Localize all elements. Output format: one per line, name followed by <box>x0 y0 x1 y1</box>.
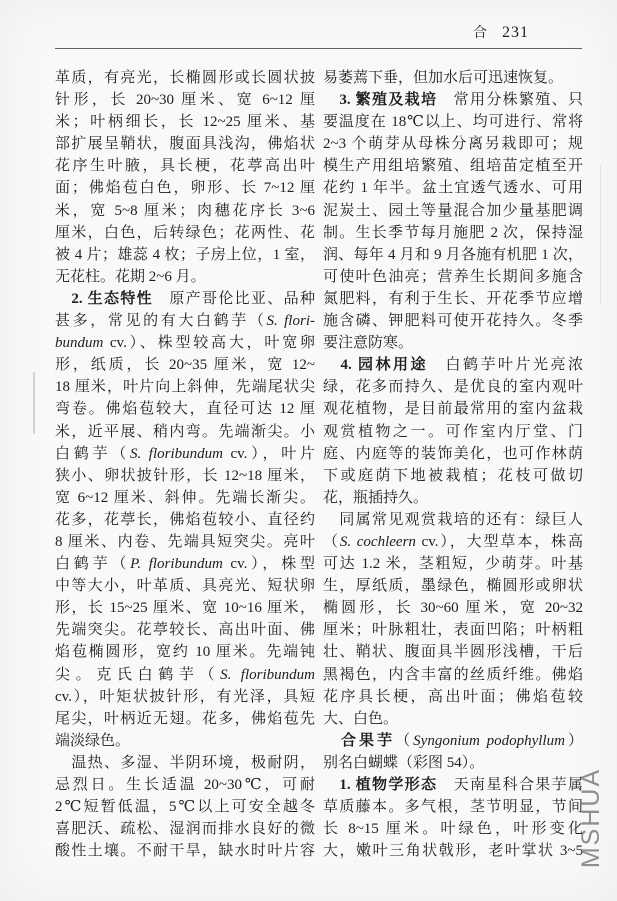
body-text: 酸性土壤。不耐干旱，缺水时叶片容 <box>55 843 315 860</box>
body-text: ） <box>564 732 583 749</box>
text-line <box>323 597 583 619</box>
body-text: 花，瓶插持久。 <box>323 489 429 506</box>
body-text: 端淡绿色。 <box>55 732 131 749</box>
body-text: 针形，长 20~30 厘米、宽 6~12 厘 <box>55 92 315 109</box>
body-text: 花序生叶腋，具长梗，花葶高出叶 <box>55 158 315 175</box>
body-text: 无花柱。花期 2~6 月。 <box>55 268 206 285</box>
body-text: 宽 6~12 厘米、斜伸。先端长渐尖。 <box>55 489 315 506</box>
text-line <box>55 619 315 641</box>
body-text: 尖。克氏白鹤芋（ <box>55 666 221 683</box>
body-text: cv.），株型 <box>222 556 316 573</box>
body-text: 弯卷。佛焰苞较大，直径可达 12 厘 <box>55 401 315 418</box>
text-line <box>323 752 583 774</box>
text-line <box>55 752 315 774</box>
text-line <box>55 708 315 730</box>
text-line <box>55 443 315 465</box>
body-text: 白鹤芋（ <box>55 445 131 462</box>
body-text: 可达 1.2 米，茎粗短，少萌芽。叶基 <box>323 556 583 573</box>
text-line <box>55 133 315 155</box>
text-line <box>55 840 315 862</box>
body-text: 被 4 片；雄蕊 4 枚；子房上位，1 室， <box>55 246 315 263</box>
text-line <box>323 553 583 575</box>
body-text: 2℃短暂低温，5℃以上可安全越冬 <box>55 799 315 816</box>
body-text: 厘米，白色，后转绿色；花两性、花 <box>55 224 315 241</box>
body-text: 形，纸质，长 20~35 厘米，宽 12~ <box>55 357 315 374</box>
text-line <box>55 575 315 597</box>
text-line <box>323 398 583 420</box>
text-line <box>323 332 583 354</box>
body-text: 焰苞椭圆形，宽约 10 厘米。先端钝 <box>55 644 315 661</box>
text-line <box>55 465 315 487</box>
body-text <box>55 291 71 307</box>
text-line <box>55 553 315 575</box>
latin-species-name: bundum <box>55 335 104 352</box>
body-text: 制。生长季节每月施肥 2 次，保持湿 <box>323 224 583 241</box>
body-text: 花序具长梗，高出叶面；佛焰苞较 <box>323 688 583 705</box>
bold-heading-text: 2. 生态特性 <box>71 290 153 307</box>
text-line <box>323 730 583 752</box>
bold-heading-text: 3. 繁殖及栽培 <box>339 92 438 109</box>
body-text: 庭、内庭等的装饰美化，也可作林荫 <box>323 445 583 462</box>
body-text: 白鹤芋（ <box>55 556 131 573</box>
body-text: 8 厘米、内卷、先端具短突尖。亮叶 <box>55 533 315 550</box>
body-text: 易萎蔫下垂，但加水后可迅速恢复。 <box>323 70 564 86</box>
watermark-text: MSHUA <box>577 767 605 869</box>
text-line <box>55 266 315 288</box>
text-line <box>55 531 315 553</box>
latin-species-name: S. floribundum <box>130 445 223 462</box>
text-line <box>55 310 315 332</box>
text-line <box>323 155 583 177</box>
body-text: 花约 1 年半。盆土宜透气透水、可用 <box>323 180 583 197</box>
body-text: 大，嫩叶三角状戟形，老叶掌状 3~5 <box>323 843 583 860</box>
text-line <box>55 111 315 133</box>
body-text: 润、每年 4 月和 9 月各施有机肥 1 次， <box>323 246 583 263</box>
header-page-number: 231 <box>502 24 529 41</box>
text-line <box>323 664 583 686</box>
text-line <box>55 641 315 663</box>
text-line <box>323 840 583 862</box>
body-text: 米；叶柄细长，长 12~25 厘米、基 <box>55 114 315 131</box>
body-text: cv.）、株型较高大，叶宽卵 <box>103 335 315 352</box>
body-text: cv.），叶片 <box>222 445 315 462</box>
body-text: 同属常见观赏栽培的还有：绿巨人 <box>323 511 583 528</box>
text-line <box>323 487 583 509</box>
text-line <box>55 288 315 310</box>
body-text: 革质，有亮光，长椭圆形或长圆状披 <box>55 70 315 86</box>
text-line <box>55 332 315 354</box>
body-text <box>323 777 339 793</box>
right-column <box>323 67 583 862</box>
body-text: 泥炭土、园土等量混合加少量基肥调 <box>323 202 583 219</box>
bold-heading-text: 1. 植物学形态 <box>339 777 438 793</box>
text-line <box>323 531 583 553</box>
body-text: 喜肥沃、疏松、湿润而排水良好的微 <box>55 821 315 838</box>
body-text: 米，近平展、稍内弯。先端渐尖。小 <box>55 423 315 440</box>
body-text: 观花植物，是目前最常用的室内盆栽 <box>323 401 583 418</box>
text-line <box>55 730 315 752</box>
body-text: 18 厘米，叶片向上斜伸，先端尾状尖 <box>55 379 315 396</box>
text-line <box>323 796 583 818</box>
text-line <box>323 177 583 199</box>
text-line <box>323 266 583 288</box>
body-text: 先端突尖。花葶较长、高出叶面、佛 <box>55 622 315 639</box>
text-line <box>323 509 583 531</box>
body-text: 2~3 个萌芽从母株分离另栽即可；规 <box>323 136 583 153</box>
body-text: 甚多，常见的有大白鹤芋（ <box>55 313 267 330</box>
text-line <box>55 244 315 266</box>
text-line <box>55 354 315 376</box>
text-line <box>323 421 583 443</box>
body-text: 椭圆形，长 30~60 厘米，宽 20~32 <box>323 600 583 617</box>
bold-heading-text: 合果芋 <box>341 732 396 749</box>
bold-heading-text: 4. 园林用途 <box>340 357 428 374</box>
text-line <box>323 67 583 89</box>
text-line <box>55 421 315 443</box>
latin-species-name: S. floribundum <box>220 666 315 683</box>
text-line <box>323 641 583 663</box>
text-line <box>323 686 583 708</box>
body-text: 别名白蝴蝶（彩图 54）。 <box>323 754 485 771</box>
body-text: 温热、多湿、半阴环境，极耐阴， <box>55 754 315 771</box>
text-line <box>55 89 315 111</box>
page-header <box>473 22 529 42</box>
body-text: 白鹤芋叶片光亮浓 <box>427 357 583 374</box>
body-text: 要注意防寒。 <box>323 335 414 352</box>
text-line <box>323 575 583 597</box>
text-line <box>323 443 583 465</box>
latin-species-name: P. floribundum <box>130 556 223 573</box>
text-line <box>55 774 315 796</box>
body-text: （ <box>323 533 340 550</box>
text-line <box>323 111 583 133</box>
body-text: 常用分株繁殖、只 <box>437 92 583 109</box>
text-line <box>55 376 315 398</box>
text-line <box>323 354 583 376</box>
text-line <box>323 288 583 310</box>
body-text <box>323 357 341 373</box>
text-line <box>323 774 583 796</box>
text-line <box>55 487 315 509</box>
header-rule <box>55 48 582 49</box>
text-line <box>55 818 315 840</box>
text-line <box>323 619 583 641</box>
text-line <box>323 708 583 730</box>
body-text: cv.），叶矩状披针形，有光泽，具短 <box>55 688 315 705</box>
text-line <box>55 67 315 89</box>
body-text: 要温度在 18℃以上、均可进行、常将 <box>323 114 583 131</box>
body-text: 米，宽 5~8 厘米；肉穗花序长 3~6 <box>55 202 315 219</box>
text-line <box>323 133 583 155</box>
left-column <box>55 67 315 862</box>
text-line <box>55 509 315 531</box>
body-text: 生，厚纸质，墨绿色，椭圆形或卵状 <box>323 578 583 595</box>
body-text: 黑褐色，内含丰富的丝质纤维。佛焰 <box>323 666 583 683</box>
text-line <box>323 200 583 222</box>
header-section-char: 合 <box>473 26 488 41</box>
text-line <box>55 177 315 199</box>
text-line <box>55 155 315 177</box>
body-text: 氮肥料，有利于生长、开花季节应增 <box>323 290 583 307</box>
text-columns <box>55 67 583 862</box>
body-text <box>323 92 339 108</box>
text-line <box>323 818 583 840</box>
body-text: cv.），大型草本，株高 <box>415 533 583 550</box>
text-line <box>55 686 315 708</box>
body-text: 狭小、卵状披针形，长 12~18 厘米， <box>55 467 315 484</box>
body-text: 施含磷、钾肥料可使开花持久。冬季 <box>323 313 583 330</box>
body-text: 壮、鞘状、腹面具半圆形浅槽，干后 <box>323 644 583 661</box>
body-text: 原产哥伦比亚、品种 <box>153 290 315 307</box>
text-line <box>55 398 315 420</box>
text-line <box>323 89 583 111</box>
body-text: 下或庭荫下地被栽植；花枝可做切 <box>323 467 583 484</box>
body-text: 部扩展呈鞘状，腹面具浅沟，佛焰状 <box>55 136 315 153</box>
body-text: 绿，花多而持久、是优良的室内观叶 <box>323 379 583 396</box>
body-text: 天南星科合果芋属 <box>437 777 583 793</box>
body-text: 模生产用组培繁殖、组培苗定植至开 <box>323 158 583 175</box>
text-line <box>323 465 583 487</box>
text-line <box>323 222 583 244</box>
scan-artifact-right-margin <box>600 165 601 305</box>
latin-species-name: S. flori- <box>266 313 315 330</box>
text-line <box>55 664 315 686</box>
body-text: 花多，花葶长，佛焰苞较小、直径约 <box>55 511 315 528</box>
text-line <box>55 796 315 818</box>
body-text: 中等大小，叶革质、具亮光、短状卵 <box>55 578 315 595</box>
latin-species-name: S. cochleern <box>339 533 416 550</box>
text-line <box>55 222 315 244</box>
body-text: 大、白色。 <box>323 710 399 727</box>
body-text: 尾尖，叶柄近无翅。花多，佛焰苞先 <box>55 710 315 727</box>
scan-artifact-left-margin <box>33 372 35 434</box>
body-text: 可使叶色油亮；营养生长期间多施含 <box>323 268 583 285</box>
body-text: 形，长 15~25 厘米、宽 10~16 厘米， <box>55 600 315 617</box>
body-text <box>323 733 341 749</box>
body-text: 草质藤本。多气根，茎节明显，节间 <box>323 799 583 816</box>
body-text: （ <box>395 732 414 749</box>
text-line <box>55 597 315 619</box>
text-line <box>323 244 583 266</box>
body-text: 面；佛焰苞白色，卵形、长 7~12 厘 <box>55 180 315 197</box>
body-text: 厘米；叶脉粗壮，表面凹陷；叶柄粗 <box>323 622 583 639</box>
text-line <box>323 376 583 398</box>
text-line <box>323 310 583 332</box>
body-text: 忌烈日。生长适温 20~30℃，可耐 <box>55 777 315 793</box>
latin-species-name: Syngonium podophyllum <box>413 732 565 749</box>
text-line <box>55 200 315 222</box>
body-text: 长 8~15 厘米。叶绿色，叶形变化 <box>323 821 583 838</box>
body-text: 观赏植物之一。可作室内厅堂、门 <box>323 423 583 440</box>
